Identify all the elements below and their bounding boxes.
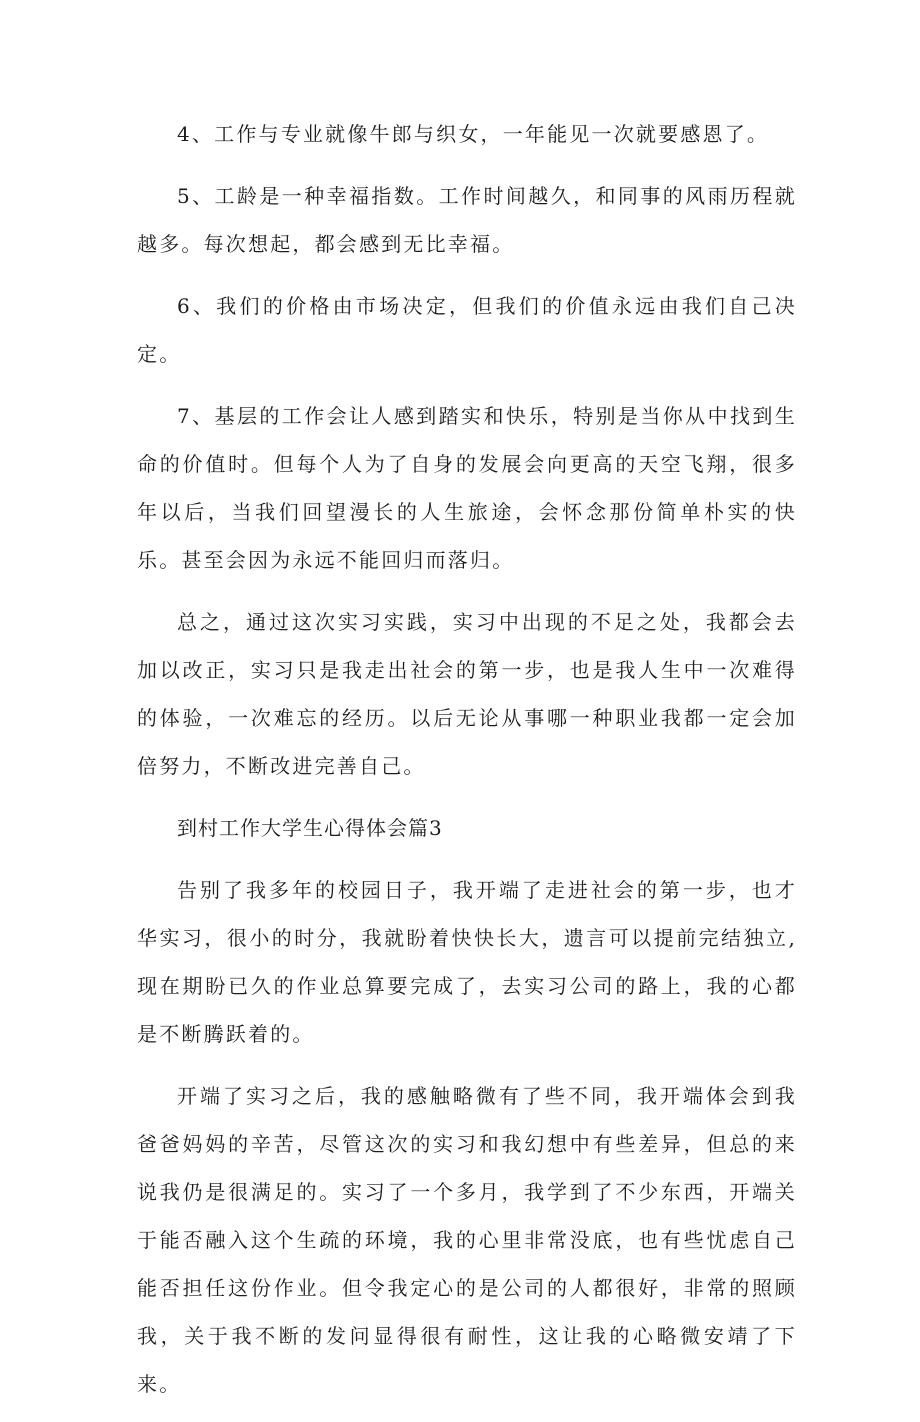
list-item: 6、我们的价格由市场决定，但我们的价值永远由我们自己决定。: [137, 294, 797, 366]
section-paragraph: 开端了实习之后，我的感触略微有了些不同，我开端体会到我爸爸妈妈的辛苦，尽管这次的实习和我幻想中有些差异，但总的来说我仍是很满足的。实习了一个多月，我学到了不少东西，开端关于能否融入这个生疏的环境，我的心里非常没底，也有些忧虑自己能否担任这份作业。但令我定心的是公司的人都很好，非常的照顾我，关于我不断的发问显得很有耐性，这让我的心略微安靖了下来。: [137, 1084, 797, 1396]
summary-paragraph: 总之，通过这次实习实践，实习中出现的不足之处，我都会去加以改正，实习只是我走出社会的第一步，也是我人生中一次难得的体验，一次难忘的经历。以后无论从事哪一种职业我都一定会加倍努力，不断改进完善自己。: [137, 610, 797, 778]
list-item: 7、基层的工作会让人感到踏实和快乐，特别是当你从中找到生命的价值时。但每个人为了自身的发展会向更高的天空飞翔，很多年以后，当我们回望漫长的人生旅途，会怀念那份简单朴实的快乐。甚至会因为永远不能回归而落归。: [137, 404, 797, 572]
section-paragraph: 告别了我多年的校园日子，我开端了走进社会的第一步，也才华实习，很小的时分，我就盼着快快长大，遗言可以提前完结独立,现在期盼已久的作业总算要完成了，去实习公司的路上，我的心都是不断腾跃着的。: [137, 878, 797, 1046]
document-body: [137, 110, 797, 1422]
section-title: 到村工作大学生心得体会篇3: [177, 816, 443, 840]
list-item: 4、工作与专业就像牛郎与织女，一年能见一次就要感恩了。: [177, 122, 770, 146]
list-item: 5、工龄是一种幸福指数。工作时间越久，和同事的风雨历程就越多。每次想起，都会感到无比幸福。: [137, 184, 797, 256]
